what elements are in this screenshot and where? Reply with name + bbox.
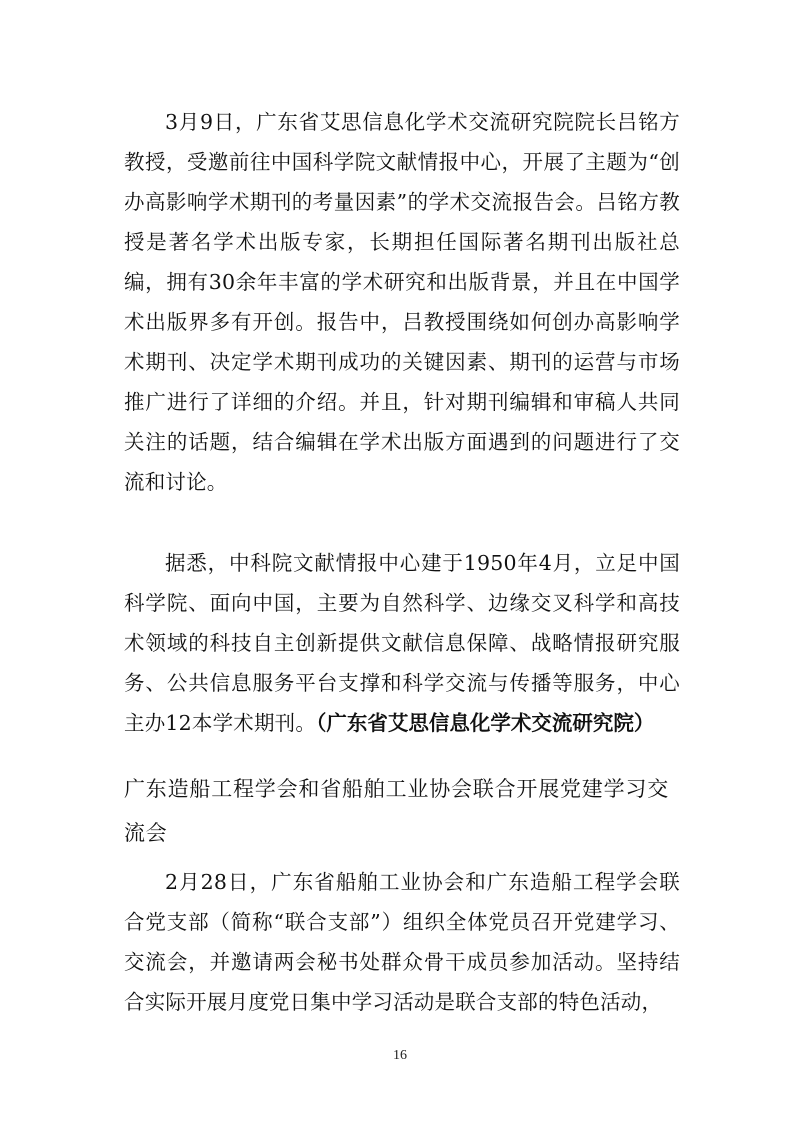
section-heading: 广东造船工程学会和省船舶工业协会联合开展党建学习交流会 [124, 777, 669, 845]
paragraph-party-meeting [124, 862, 680, 1022]
paragraph-lecture-report-text: 3月9日，广东省艾思信息化学术交流研究院院长吕铭方教授，受邀前往中国科学院文献情报中心，开展了主题为“创办高影响学术期刊的考量因素”的学术交流报告会。吕铭方教授是著名学术出版专家，长期担任国际著名期刊出版社总编，拥有30余年丰富的学术研究和出版背景，并且在中国学术出版界多有开创。报告中，吕教授围绕如何创办高影响学术期刊、决定学术期刊成功的关键因素、期刊的运营与市场推广进行了详细的介绍。并且，针对期刊编辑和审稿人共同关注的话题，结合编辑在学术出版方面遇到的问题进行了交流和讨论。 [124, 110, 680, 494]
page-number: 16 [393, 1048, 407, 1063]
source-attribution: （广东省艾思信息化学术交流研究院） [316, 711, 655, 735]
paragraph-center-introduction [124, 543, 680, 743]
paragraph-lecture-report [124, 102, 680, 502]
paragraph-party-meeting-text: 2月28日，广东省船舶工业协会和广东造船工程学会联合党支部（简称“联合支部”）组织全体党员召开党建学习、交流会，并邀请两会秘书处群众骨干成员参加活动。坚持结合实际开展月度党日集中学习活动是联合支部的特色活动， [124, 870, 680, 1014]
paragraph-center-introduction-text: 据悉，中科院文献情报中心建于1950年4月，立足中国科学院、面向中国，主要为自然科学、边缘交叉科学和高技术领域的科技自主创新提供文献信息保障、战略情报研究服务、公共信息服务平台支撑和科学交流与传播等服务，中心主办12本学术期刊。 [124, 551, 680, 735]
